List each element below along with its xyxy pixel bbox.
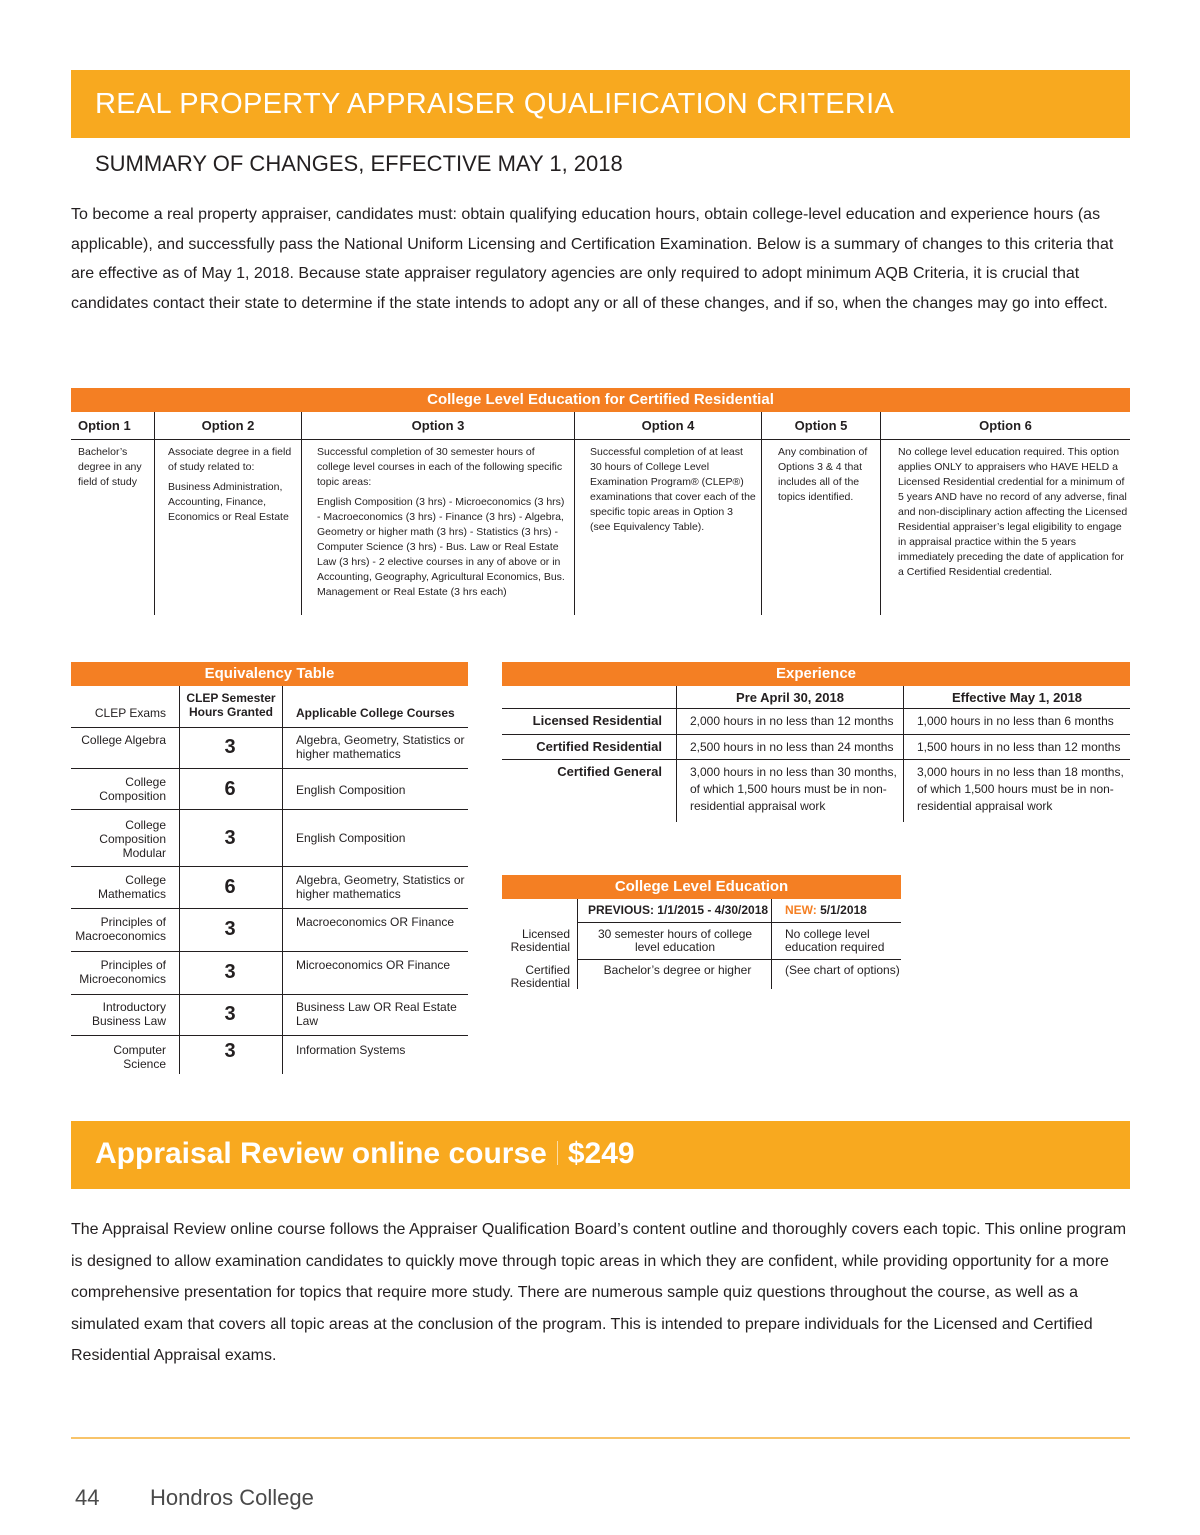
eq-course: Microeconomics OR Finance bbox=[296, 958, 451, 972]
education-table-header: College Level Education for Certified Residential bbox=[71, 388, 1130, 412]
cle-new-date: 5/1/2018 bbox=[820, 903, 867, 917]
option-5-header: Option 5 bbox=[794, 418, 848, 433]
eq-row-line bbox=[71, 994, 468, 995]
course-price: $249 bbox=[567, 1137, 635, 1170]
eq-hours: 3 bbox=[224, 1040, 236, 1062]
eq-exam: College Algebra bbox=[81, 733, 166, 747]
eq-course: Business Law OR Real Estate Law bbox=[296, 1000, 457, 1028]
eq-col-hours: CLEP Semester Hours Granted bbox=[186, 691, 276, 719]
eq-exam: Principles of Microeconomics bbox=[79, 958, 166, 986]
cle-col-new bbox=[785, 903, 901, 917]
cle-new-tag: NEW: bbox=[785, 903, 817, 917]
course-name: Appraisal Review online course bbox=[95, 1137, 547, 1170]
eq-row-line bbox=[71, 1035, 468, 1036]
equivalency-table-header: Equivalency Table bbox=[71, 662, 468, 686]
eq-exam: College Composition bbox=[99, 775, 166, 803]
eq-course: Algebra, Geometry, Statistics or higher mathematics bbox=[296, 873, 465, 901]
exp-row-line bbox=[502, 734, 1130, 735]
eq-hours: 3 bbox=[224, 918, 236, 940]
page-number: 44 bbox=[75, 1485, 100, 1510]
option-4-header: Option 4 bbox=[641, 418, 695, 433]
exp-col-pre: Pre April 30, 2018 bbox=[736, 690, 844, 705]
course-description: The Appraisal Review online course follows the Appraiser Qualification Board’s content outline and thoroughly covers each topic. This online program is designed to allow examination candidates to quickly move through topic areas in which they are confident, while providing opportunity for a more comprehensive presentation for topics that require more study. There are numerous sample quiz questions throughout the course, as well as a simulated exam that covers all topic areas at the conclusion of the program. This is intended to prepare individuals for the Licensed and Certified Residential Appraisal exams. bbox=[71, 1221, 1127, 1364]
exp-eff: 1,500 hours in no less than 12 months bbox=[917, 740, 1121, 754]
option-6-header: Option 6 bbox=[979, 418, 1032, 433]
exp-row-label: Certified Residential bbox=[536, 739, 662, 754]
option-1-header: Option 1 bbox=[78, 418, 131, 433]
intro-paragraph: To become a real property appraiser, candidates must: obtain qualifying education hours, obtain college-level education and experience hours (as applicable), and successfully pass the National Uniform Licensing and Certification Examination. Below is a summary of changes to this criteria that are effective as of May 1, 2018. Because state appraiser regulatory agencies are only required to adopt minimum AQB Criteria, it is crucial that candidates contact their state to determine if the state intends to adopt any or all of these changes, and if so, when the changes may go into effect. bbox=[71, 206, 1114, 312]
eq-row-line bbox=[71, 951, 468, 952]
cle-divider-1 bbox=[577, 899, 578, 989]
eq-hours: 3 bbox=[224, 1003, 236, 1025]
eq-hours: 6 bbox=[224, 778, 236, 800]
eq-exam: Principles of Macroeconomics bbox=[75, 915, 166, 943]
eq-col-courses: Applicable College Courses bbox=[296, 706, 455, 720]
eq-row-line bbox=[71, 908, 468, 909]
option-3-text: Successful completion of 30 semester hours of college level courses in each of the following specific topic areas: English Composition (3 hrs) - Microeconomics (3 hrs) - Macroeconomics (3 hrs) - Finance (3 hrs) - Algebra, Geometry or higher math (3 hrs) - Statistics (3 hrs) - Computer Science (3 hrs) - Bus. Law or Real Estate Law (3 hrs) - 2 elective courses in any of above or in Accounting, Geography, Agricultural Economics, Bus. Management or Real Estate (3 hrs each) bbox=[317, 446, 565, 598]
eq-col-exams: CLEP Exams bbox=[94, 706, 166, 720]
course-banner bbox=[71, 1121, 1130, 1189]
footer-divider bbox=[71, 1437, 1130, 1439]
option-5-text: Any combination of Options 3 & 4 that includes all of the topics identified. bbox=[778, 446, 868, 503]
page-title: REAL PROPERTY APPRAISER QUALIFICATION CRITERIA bbox=[95, 88, 895, 120]
page-title-banner bbox=[71, 70, 1130, 138]
eq-hours: 3 bbox=[224, 827, 236, 849]
eq-course: Macroeconomics OR Finance bbox=[296, 915, 455, 929]
cle-row-label: Licensed Residential bbox=[510, 927, 570, 954]
option-divider-4 bbox=[761, 412, 762, 615]
exp-divider-1 bbox=[676, 686, 677, 822]
footer-brand: Hondros College bbox=[150, 1485, 314, 1510]
cle-row-line bbox=[578, 959, 901, 960]
eq-row-line bbox=[71, 727, 468, 728]
cle-header-line bbox=[578, 922, 901, 923]
eq-course: Algebra, Geometry, Statistics or higher mathematics bbox=[296, 733, 465, 761]
cle-divider-2 bbox=[771, 899, 772, 989]
eq-hours: 3 bbox=[224, 961, 236, 983]
page-subtitle: SUMMARY OF CHANGES, EFFECTIVE MAY 1, 2018 bbox=[95, 151, 623, 176]
cle-prev: 30 semester hours of college level education bbox=[597, 927, 753, 954]
option-4-text: Successful completion of at least 30 hours of College Level Examination Program® (CLEP®) examinations that cover each of the specific topic areas in Option 3 (see Equivalency Table). bbox=[590, 446, 756, 533]
option-divider-1 bbox=[154, 412, 155, 615]
cle-new: (See chart of options) bbox=[785, 963, 900, 977]
eq-hours: 6 bbox=[224, 876, 236, 898]
exp-pre: 2,000 hours in no less than 12 months bbox=[690, 714, 894, 728]
option-6-text: No college level education required. This option applies ONLY to appraisers who HAVE HELD a Licensed Residential credential for a minimum of 5 years AND have no record of any adverse, final and non-disciplinary action affecting the Licensed Residential appraiser’s legal eligibility to engage in appraisal practice within the 5 years immediately preceding the date of application for a Certified Residential credential. bbox=[898, 446, 1128, 578]
exp-header-line bbox=[502, 708, 1130, 709]
exp-pre: 2,500 hours in no less than 24 months bbox=[690, 740, 894, 754]
option-divider-5 bbox=[880, 412, 881, 615]
option-divider-3 bbox=[574, 412, 575, 615]
option-divider-2 bbox=[301, 412, 302, 615]
eq-course: English Composition bbox=[296, 783, 406, 797]
eq-course: English Composition bbox=[296, 831, 406, 845]
eq-row-line bbox=[71, 768, 468, 769]
eq-exam: Introductory Business Law bbox=[91, 1000, 166, 1028]
option-1-text: Bachelor’s degree in any field of study bbox=[78, 446, 142, 488]
eq-exam: Computer Science bbox=[113, 1043, 166, 1071]
option-3-header: Option 3 bbox=[411, 418, 465, 433]
experience-table-header: Experience bbox=[502, 662, 1130, 686]
cle-col-previous: PREVIOUS: 1/1/2015 - 4/30/2018 bbox=[587, 903, 769, 917]
option-2-header: Option 2 bbox=[201, 418, 255, 433]
eq-course: Information Systems bbox=[296, 1043, 406, 1057]
exp-row-line bbox=[502, 759, 1130, 760]
eq-row-line bbox=[71, 866, 468, 867]
exp-eff: 1,000 hours in no less than 6 months bbox=[917, 714, 1114, 728]
course-separator bbox=[557, 1141, 558, 1165]
cle-row-label: Certified Residential bbox=[510, 963, 570, 990]
cle-prev: Bachelor’s degree or higher bbox=[603, 963, 752, 977]
eq-row-line bbox=[71, 809, 468, 810]
eq-divider-2 bbox=[282, 686, 283, 1074]
exp-pre: 3,000 hours in no less than 30 months, of which 1,500 hours must be in non-residential appraisal work bbox=[690, 765, 897, 813]
eq-exam: College Composition Modular bbox=[99, 818, 166, 860]
exp-row-label: Licensed Residential bbox=[532, 713, 662, 728]
exp-col-effective: Effective May 1, 2018 bbox=[951, 690, 1083, 705]
exp-row-label: Certified General bbox=[557, 764, 662, 779]
option-2-text: Associate degree in a field of study related to: Business Administration, Accounting, Finance, Economics or Real Estate bbox=[168, 446, 292, 523]
eq-hours: 3 bbox=[224, 736, 236, 758]
eq-exam: College Mathematics bbox=[97, 873, 166, 901]
college-level-table-header: College Level Education bbox=[502, 875, 901, 899]
exp-eff: 3,000 hours in no less than 18 months, of which 1,500 hours must be in non-residential appraisal work bbox=[917, 765, 1124, 813]
cle-new: No college level education required bbox=[785, 927, 885, 954]
options-divider bbox=[71, 439, 1130, 440]
exp-divider-2 bbox=[903, 686, 904, 822]
